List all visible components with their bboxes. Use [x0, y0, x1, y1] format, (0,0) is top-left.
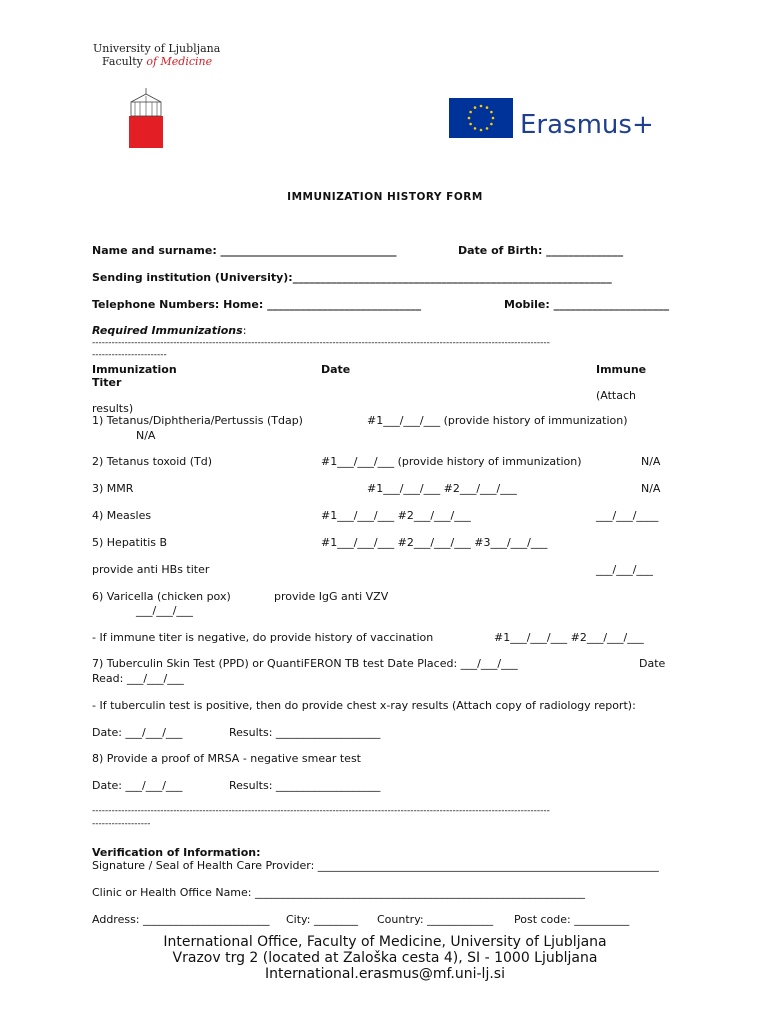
- tb-positive-note: - If tuberculin test is positive, then do provide chest x-ray results (Attach copy of radiology report):: [92, 699, 636, 712]
- footer-office: International Office, Faculty of Medicine, University of Ljubljana: [163, 934, 607, 950]
- row-hepatitis-b-label: 5) Hepatitis B: [92, 536, 168, 549]
- row-tuberculin-label[interactable]: 7) Tuberculin Skin Test (PPD) or QuantiFERON TB test Date Placed: ___/___/___: [92, 657, 518, 670]
- row-td-date-field[interactable]: #1___/___/___ (provide history of immunization): [321, 455, 582, 468]
- eu-star-icon: [469, 111, 472, 114]
- name-surname-field[interactable]: Name and surname: ________________________________: [92, 244, 397, 257]
- row-measles-label: 4) Measles: [92, 509, 152, 522]
- footer-address: Vrazov trg 2 (located at Zaloška cesta 4), SI - 1000 Ljubljana: [172, 950, 598, 966]
- faculty-name: Faculty of Medicine: [102, 55, 213, 68]
- telephone-home-field[interactable]: Telephone Numbers: Home: ____________________________: [92, 298, 422, 311]
- row-td-label: 2) Tetanus toxoid (Td): [92, 455, 213, 468]
- row-varicella-igg: provide IgG anti VZV: [274, 590, 389, 603]
- eu-star-icon: [468, 117, 471, 120]
- row-tdap-label: 1) Tetanus/Diphtheria/Pertussis (Tdap): [92, 414, 303, 427]
- tb-xray-date-field[interactable]: Date: ___/___/___: [92, 726, 183, 739]
- anti-hbs-label: provide anti HBs titer: [92, 563, 210, 576]
- column-attach: (Attach: [596, 389, 637, 402]
- required-immunizations-heading: Required Immunizations:: [92, 324, 247, 337]
- eu-star-icon: [474, 127, 477, 130]
- tb-xray-results-field[interactable]: Results: ___________________: [229, 726, 381, 739]
- column-titer: Titer: [92, 376, 122, 389]
- footer-email[interactable]: International.erasmus@mf.uni-lj.si: [265, 966, 505, 982]
- form-title: IMMUNIZATION HISTORY FORM: [287, 191, 483, 203]
- date-of-birth-field[interactable]: Date of Birth: ______________: [458, 244, 624, 257]
- row-varicella-titer-field[interactable]: ___/___/___: [136, 604, 193, 617]
- row-tdap-date-field[interactable]: #1___/___/___ (provide history of immunization): [367, 414, 628, 427]
- eu-star-icon: [480, 129, 483, 132]
- country-field[interactable]: Country: ____________: [377, 913, 494, 926]
- row-mrsa-label: 8) Provide a proof of MRSA - negative smear test: [92, 752, 361, 765]
- row-tdap-na: N/A: [136, 429, 156, 442]
- row-measles-date-field[interactable]: #1___/___/___ #2___/___/___: [321, 509, 471, 522]
- row-tuberculin-read-field[interactable]: Read: ___/___/___: [92, 672, 184, 685]
- sending-institution-field[interactable]: Sending institution (University):__________________________________________________________: [92, 271, 612, 284]
- verification-heading: Verification of Information:: [92, 846, 261, 859]
- divider-line-bottom: ---------------------------------------------------------------------------------------------------------------------------------------------: [92, 806, 550, 816]
- eu-star-icon: [480, 105, 483, 108]
- eu-star-icon: [490, 123, 493, 126]
- erasmus-logo-text: Erasmus+: [520, 110, 654, 140]
- row-mmr-na: N/A: [641, 482, 661, 495]
- university-logo-text: [93, 42, 220, 68]
- eu-flag-icon: [449, 98, 513, 138]
- divider-line: ---------------------------------------------------------------------------------------------------------------------------------------------: [92, 338, 550, 348]
- eu-star-icon: [474, 106, 477, 109]
- divider-line-bottom-end: ------------------: [92, 819, 151, 829]
- mobile-field[interactable]: Mobile: _____________________: [504, 298, 670, 311]
- eu-star-icon: [486, 127, 489, 130]
- column-date: Date: [321, 363, 351, 376]
- university-crest-icon: [127, 86, 165, 148]
- clinic-name-field[interactable]: Clinic or Health Office Name: ____________________________________________________________: [92, 886, 585, 899]
- row-hepatitis-b-date-field[interactable]: #1___/___/___ #2___/___/___ #3___/___/___: [321, 536, 548, 549]
- row-tuberculin-date: Date: [639, 657, 666, 670]
- eu-star-icon: [469, 123, 472, 126]
- row-varicella-label: 6) Varicella (chicken pox): [92, 590, 231, 603]
- negative-titer-dates-field[interactable]: #1___/___/___ #2___/___/___: [494, 631, 644, 644]
- row-td-na: N/A: [641, 455, 661, 468]
- row-mmr-date-field[interactable]: #1___/___/___ #2___/___/___: [367, 482, 517, 495]
- eu-star-icon: [490, 111, 493, 114]
- divider-line-end: -----------------------: [92, 350, 167, 360]
- university-name: University of Ljubljana: [93, 42, 221, 55]
- negative-titer-note: - If immune titer is negative, do provide history of vaccination: [92, 631, 434, 644]
- address-field[interactable]: Address: _______________________: [92, 913, 270, 926]
- row-mmr-label: 3) MMR: [92, 482, 134, 495]
- eu-star-icon: [492, 117, 495, 120]
- eu-star-icon: [486, 106, 489, 109]
- mrsa-results-field[interactable]: Results: ___________________: [229, 779, 381, 792]
- column-results: results): [92, 402, 134, 415]
- signature-field[interactable]: Signature / Seal of Health Care Provider: ______________________________________________________________: [92, 859, 659, 872]
- post-code-field[interactable]: Post code: __________: [514, 913, 630, 926]
- anti-hbs-titer-field[interactable]: ___/___/___: [596, 563, 653, 576]
- column-immune: Immune: [596, 363, 647, 376]
- city-field[interactable]: City: ________: [286, 913, 358, 926]
- row-measles-titer-field[interactable]: ___/___/____: [596, 509, 659, 522]
- mrsa-date-field[interactable]: Date: ___/___/___: [92, 779, 183, 792]
- column-immunization: Immunization: [92, 363, 177, 376]
